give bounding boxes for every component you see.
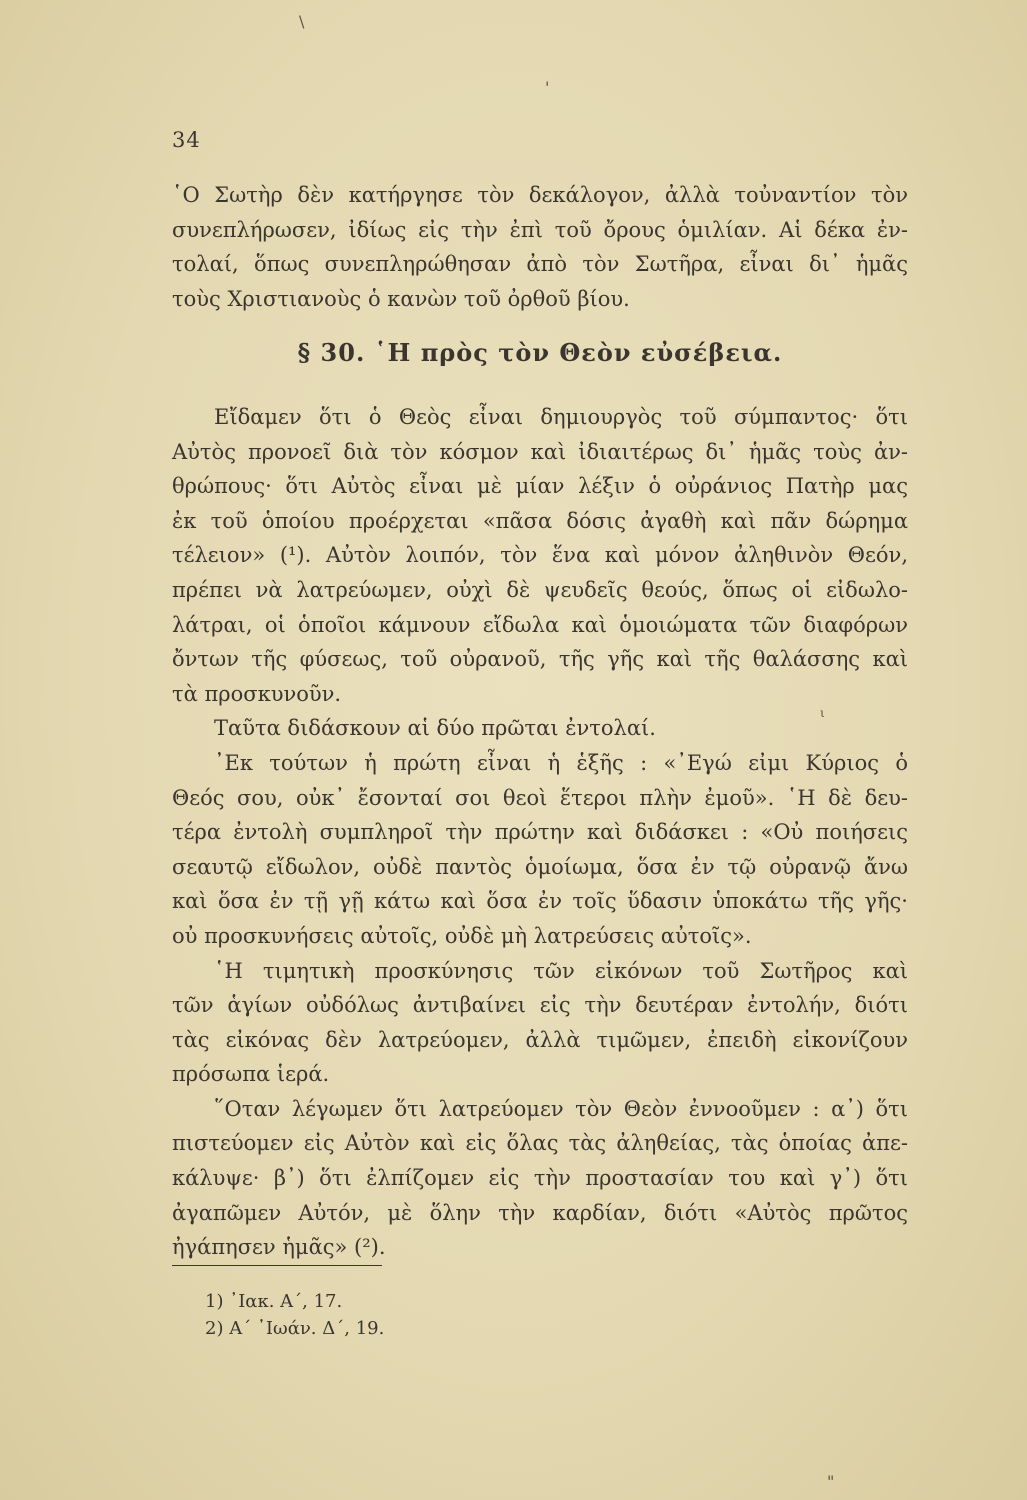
text-line: θρώπους· ὅτι Αὐτὸς εἶναι μὲ μίαν λέξιν ὁ οὐράνιος Πατὴρ μας (172, 474, 908, 499)
text-line: καὶ ὅσα ἐν τῇ γῇ κάτω καὶ ὅσα ἐν τοῖς ὕδασιν ὑποκάτω τῆς γῆς· (172, 889, 908, 914)
stray-mark: ι (820, 706, 825, 720)
text-line: ἀγαπῶμεν Αὐτόν, μὲ ὅλην τὴν καρδίαν, διότι «Αὐτὸς πρῶτος (172, 1200, 908, 1225)
text-line: ῾Ο Σωτὴρ δὲν κατήργησε τὸν δεκάλογον, ἀλλὰ τοὐναντίον τὸν (172, 183, 908, 207)
text-line: τέρα ἐντολὴ συμπληροῖ τὴν πρώτην καὶ διδάσκει : «Οὐ ποιήσεις (172, 820, 908, 845)
text-line: πρέπει νὰ λατρεύωμεν, οὐχὶ δὲ ψευδεῖς θεούς, ὅπως οἱ εἰδωλο- (172, 577, 908, 602)
stray-mark: " (827, 1472, 835, 1491)
text-line: κάλυψε· β᾿) ὅτι ἐλπίζομεν εἰς τὴν προστασίαν του καὶ γ᾿) ὅτι (172, 1166, 908, 1191)
text-line: πιστεύομεν εἰς Αὐτὸν καὶ εἰς ὅλας τὰς ἀληθείας, τὰς ὁποίας ἀπε- (172, 1131, 908, 1156)
text-line: ὄντων τῆς φύσεως, τοῦ οὐρανοῦ, τῆς γῆς καὶ τῆς θαλάσσης καὶ (172, 647, 908, 672)
text-line: ᾿Εκ τούτων ἡ πρώτη εἶναι ἡ ἑξῆς : «᾿Εγώ εἰμι Κύριος ὁ (214, 750, 908, 775)
footnote-divider (172, 1265, 382, 1266)
text-line: πρόσωπα ἱερά. (172, 1062, 330, 1087)
footnote: 2) Α΄ ᾿Ιωάν. Δ΄, 19. (205, 1318, 385, 1339)
footnotes (205, 1288, 384, 1342)
stray-mark: \ (299, 12, 305, 31)
text-line: Θεός σου, οὐκ᾿ ἔσονταί σοι θεοὶ ἕτεροι πλὴν ἐμοῦ». ῾Η δὲ δευ- (172, 785, 908, 810)
body-text (172, 400, 908, 1265)
text-line: τὰ προσκυνοῦν. (172, 681, 342, 706)
intro-paragraph (172, 178, 908, 316)
footnote: 1) ᾿Ιακ. Α΄, 17. (205, 1291, 343, 1312)
text-line: τὰς εἰκόνας δὲν λατρεύομεν, ἀλλὰ τιμῶμεν, ἐπειδὴ εἰκονίζουν (172, 1027, 908, 1052)
text-line: οὐ προσκυνήσεις αὐτοῖς, οὐδὲ μὴ λατρεύσεις αὐτοῖς». (172, 923, 752, 948)
text-line: τολαί, ὅπως συνεπληρώθησαν ἀπὸ τὸν Σωτῆρα, εἶναι δι᾿ ἡμᾶς (172, 252, 908, 277)
text-line: συνεπλήρωσεν, ἰδίως εἰς τὴν ἐπὶ τοῦ ὄρους ὁμιλίαν. Αἱ δέκα ἐν- (172, 217, 908, 242)
section-heading: § 30. ῾Η πρὸς τὸν Θεὸν εὐσέβεια. (297, 338, 783, 367)
stray-mark: ' (545, 78, 550, 97)
text-line: τῶν ἁγίων οὐδόλως ἀντιβαίνει εἰς τὴν δευτέραν ἐντολήν, διότι (172, 993, 908, 1018)
text-line: ἐκ τοῦ ὁποίου προέρχεται «πᾶσα δόσις ἀγαθὴ καὶ πᾶν δώρημα (172, 508, 908, 533)
text-line: Αὐτὸς προνοεῖ διὰ τὸν κόσμον καὶ ἰδιαιτέρως δι᾿ ἡμᾶς τοὺς ἀν- (172, 439, 908, 464)
text-line: ῾Η τιμητικὴ προσκύνησις τῶν εἰκόνων τοῦ Σωτῆρος καὶ (214, 958, 908, 983)
text-line: Ταῦτα διδάσκουν αἱ δύο πρῶται ἐντολαί. (214, 716, 656, 741)
text-line: τοὺς Χριστιανοὺς ὁ κανὼν τοῦ ὀρθοῦ βίου. (172, 286, 630, 311)
text-line: ἠγάπησεν ἡμᾶς» (²). (172, 1235, 386, 1260)
text-line: τέλειον» (¹). Αὐτὸν λοιπόν, τὸν ἕνα καὶ μόνον ἀληθινὸν Θεόν, (172, 543, 908, 568)
text-line: σεαυτῷ εἴδωλον, οὐδὲ παντὸς ὁμοίωμα, ὅσα ἐν τῷ οὐρανῷ ἄνω (172, 854, 908, 879)
page-number: 34 (172, 128, 201, 152)
text-line: ῞Οταν λέγωμεν ὅτι λατρεύομεν τὸν Θεὸν ἐννοοῦμεν : α᾿) ὅτι (214, 1096, 908, 1121)
text-line: λάτραι, οἱ ὁποῖοι κάμνουν εἴδωλα καὶ ὁμοιώματα τῶν διαφόρων (172, 612, 908, 637)
text-line: Εἴδαμεν ὅτι ὁ Θεὸς εἶναι δημιουργὸς τοῦ σύμπαντος· ὅτι (214, 405, 908, 429)
